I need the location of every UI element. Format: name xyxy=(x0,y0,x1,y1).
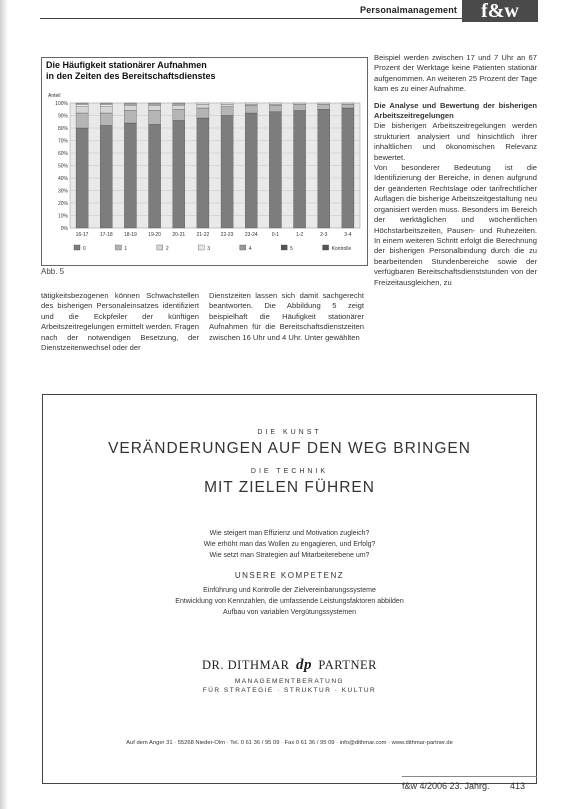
bar-segment xyxy=(221,116,233,229)
bar-segment xyxy=(124,111,136,124)
text-column-right-top xyxy=(374,53,537,288)
x-tick-label: 19-20 xyxy=(148,232,161,238)
x-tick-label: 20-21 xyxy=(172,232,186,238)
legend-swatch xyxy=(115,245,121,250)
y-tick-label: 40% xyxy=(57,175,68,182)
ad-kompetenz-3: Aufbau von variablen Vergütungssystemen xyxy=(222,609,357,616)
legend-label: 4 xyxy=(248,246,252,252)
legend-swatch xyxy=(157,245,163,250)
footer-journal: f&w 4/2006 23. Jahrg. xyxy=(402,781,490,791)
chart-frame xyxy=(41,57,368,266)
paragraph: Beispiel werden zwischen 17 und 7 Uhr an 67 Prozent der Werktage keine Patienten stationär aufgenommen. An weiteren 25 Prozent der Tage kam es zu einer Aufnahme. xyxy=(374,53,537,94)
ad-question-3: Wie setzt man Strategien auf Mitarbeiterebene um? xyxy=(209,552,370,559)
x-tick-label: 18-19 xyxy=(124,232,137,238)
bar-segment xyxy=(173,106,185,110)
text-column-left: tätigkeitsbezogenen können Schwachstellen des bisherigen Personaleinsatzes identifiziert und die Eckpfeiler der künftigen Arbeitszeitregelungen ermittelt werden. Fragen nach der notwendigen Besetzung, der Dienstzeitenwechsel oder der xyxy=(41,291,199,353)
ad-logo-sub-1: MANAGEMENTBERATUNG xyxy=(234,678,345,685)
y-tick-label: 70% xyxy=(57,138,68,145)
ad-logo-left: DR. DITHMAR xyxy=(202,658,290,672)
bar-segment xyxy=(149,104,161,105)
y-tick-label: 60% xyxy=(57,150,68,157)
bar-segment xyxy=(318,104,330,109)
bar-segment xyxy=(245,103,257,104)
bar-segment xyxy=(197,104,209,108)
legend-swatch xyxy=(240,245,246,250)
text-column-middle: Dienstzeiten lassen sich damit sachgerecht beantworten. Die Abbildung 5 zeigt beispielhaft die Häufigkeit stationärer Aufnahmen für die Bereitschaftsdienstzeiten zwischen 16 Uhr und 4 Uhr. Unter gewählten xyxy=(209,291,364,342)
ad-logo-sub-2: FÜR STRATEGIE · STRUKTUR · KULTUR xyxy=(202,687,377,694)
bar-segment xyxy=(269,103,281,104)
advertisement xyxy=(42,394,537,784)
ad-kicker-1: DIE KUNST xyxy=(257,429,322,436)
bar-segment xyxy=(124,123,136,228)
bar-segment xyxy=(221,103,233,104)
ad-headline-1: VERÄNDERUNGEN AUF DEN WEG BRINGEN xyxy=(108,440,471,457)
chart-title-line-2: in den Zeiten des Bereitschaftsdienstes xyxy=(46,71,216,81)
y-axis-label: Anteil xyxy=(48,93,61,99)
bar-segment xyxy=(269,106,281,112)
bar-segment xyxy=(173,109,185,120)
legend-swatch xyxy=(323,245,329,250)
bar-segment xyxy=(124,103,136,104)
x-tick-label: 21-22 xyxy=(196,232,210,238)
ad-logo xyxy=(43,656,536,674)
scan-edge xyxy=(0,0,8,809)
legend-label: 3 xyxy=(207,246,211,252)
x-tick-label: 3-4 xyxy=(344,232,352,238)
ad-question-2: Wie erhöht man das Wollen zu engagieren, und Erfolg? xyxy=(203,541,376,548)
bar-segment xyxy=(197,118,209,228)
header-rule xyxy=(40,18,462,19)
bar-segment xyxy=(318,103,330,104)
x-tick-label: 1-2 xyxy=(295,232,304,238)
bar-segment xyxy=(294,104,306,110)
bar-segment xyxy=(76,128,88,228)
y-tick-label: 50% xyxy=(57,163,68,170)
legend-swatch xyxy=(281,245,287,250)
bar-chart xyxy=(42,58,367,265)
bar-segment xyxy=(294,111,306,229)
page-number: 413 xyxy=(510,781,526,791)
bar-segment xyxy=(76,107,88,113)
bar-segment xyxy=(342,108,354,228)
bar-segment xyxy=(149,103,161,104)
bar-segment xyxy=(245,113,257,228)
bar-segment xyxy=(173,103,185,104)
bar-segment xyxy=(221,104,233,107)
ad-kicker-2: DIE TECHNIK xyxy=(250,468,329,475)
bar-segment xyxy=(173,121,185,229)
ad-address: Auf dem Anger 31 · 55268 Nieder-Olm · Tel. 0 61 36 / 95 09 · Fax 0 61 36 / 95 09 · info@dithmar.com · www.dithmar-partner.de xyxy=(126,740,453,746)
legend-label: 5 xyxy=(290,246,293,252)
ad-question-1: Wie steigert man Effizienz und Motivation zugleich? xyxy=(209,530,370,537)
x-tick-label: 2-3 xyxy=(320,232,328,238)
ad-headline-2: MIT ZIELEN FÜHREN xyxy=(204,479,375,496)
ad-logo-right: PARTNER xyxy=(318,658,377,672)
y-tick-label: 80% xyxy=(57,125,68,132)
ad-kompetenz-1: Einführung und Kontrolle der Zielvereinbarungssysteme xyxy=(203,587,376,594)
legend-label: 1 xyxy=(124,246,128,252)
bar-segment xyxy=(221,107,233,116)
bar-segment xyxy=(149,106,161,111)
legend-swatch xyxy=(198,245,204,250)
bar-segment xyxy=(149,111,161,125)
y-tick-label: 10% xyxy=(57,213,68,220)
bar-segment xyxy=(245,104,257,105)
bar-segment xyxy=(342,103,354,104)
x-tick-label: 17-18 xyxy=(99,232,113,238)
y-tick-label: 100% xyxy=(55,100,68,107)
bar-segment xyxy=(269,112,281,228)
legend-swatch xyxy=(74,245,80,250)
bar-segment xyxy=(76,103,88,104)
subheading: Die Analyse und Bewertung der bisherigen Arbeitszeitregelungen xyxy=(374,100,537,121)
bar-segment xyxy=(76,113,88,128)
bar-segment xyxy=(124,106,136,111)
bar-segment xyxy=(197,103,209,104)
section-title: Personalmanagement xyxy=(360,5,458,15)
y-tick-label: 90% xyxy=(57,113,68,120)
bar-segment xyxy=(197,108,209,118)
journal-logo: f&w xyxy=(462,0,538,22)
y-tick-label: 20% xyxy=(57,200,68,207)
legend-label: 0 xyxy=(83,246,86,252)
x-tick-label: 23-24 xyxy=(244,232,258,238)
y-tick-label: 0% xyxy=(60,225,68,232)
ad-logo-mark: dp xyxy=(295,657,312,673)
bar-segment xyxy=(124,104,136,105)
bar-segment xyxy=(100,107,112,113)
ad-kompetenz-label: UNSERE KOMPETENZ xyxy=(234,571,345,580)
bar-segment xyxy=(318,109,330,228)
legend-label: 2 xyxy=(165,246,169,252)
chart-title-line-1: Die Häufigkeit stationärer Aufnahmen xyxy=(46,60,207,70)
bar-segment xyxy=(173,104,185,105)
y-tick-label: 30% xyxy=(57,188,68,195)
legend-label: Kontrolle xyxy=(331,246,352,252)
bar-segment xyxy=(76,104,88,107)
bar-segment xyxy=(100,104,112,107)
bar-segment xyxy=(100,113,112,126)
bar-segment xyxy=(149,124,161,228)
ad-kompetenz-2: Entwicklung von Kennzahlen, die umfassende Leistungsfaktoren abbilden xyxy=(175,598,404,605)
bar-segment xyxy=(269,104,281,105)
figure-caption: Abb. 5 xyxy=(41,267,65,276)
bar-segment xyxy=(294,103,306,104)
x-tick-label: 0-1 xyxy=(271,232,280,238)
x-tick-label: 16-17 xyxy=(75,232,89,238)
footer-rule xyxy=(402,776,537,777)
paragraph: Von besonderer Bedeutung ist die Identifizierung der Bereiche, in denen aufgrund der geänderten Rechtslage oder tarifrechtlicher Auflagen die bisherige Arbeitszeitgestaltung neu organisiert werden muss. Besonders im Bereich der werktäglichen und wöchentlichen Höchstarbeitszeiten, Pausen- und Ruhezeiten. In einem weiteren Schritt erfolgt die Berechnung der bisherigen Personalbindung durch die zu bearbeitenden Stundenbereiche sowie der verfügbaren Bereitschaftsdienststunden von der Freizeitausgleichen, zu xyxy=(374,163,537,287)
x-tick-label: 22-23 xyxy=(220,232,234,238)
bar-segment xyxy=(245,106,257,114)
bar-segment xyxy=(342,104,354,108)
bar-segment xyxy=(100,126,112,229)
paragraph: Die bisherigen Arbeitszeitregelungen werden strukturiert analysiert und hinsichtlich ihrer inhaltlichen und ökonomischen Relevanz bewertet. xyxy=(374,121,537,162)
bar-segment xyxy=(100,103,112,104)
